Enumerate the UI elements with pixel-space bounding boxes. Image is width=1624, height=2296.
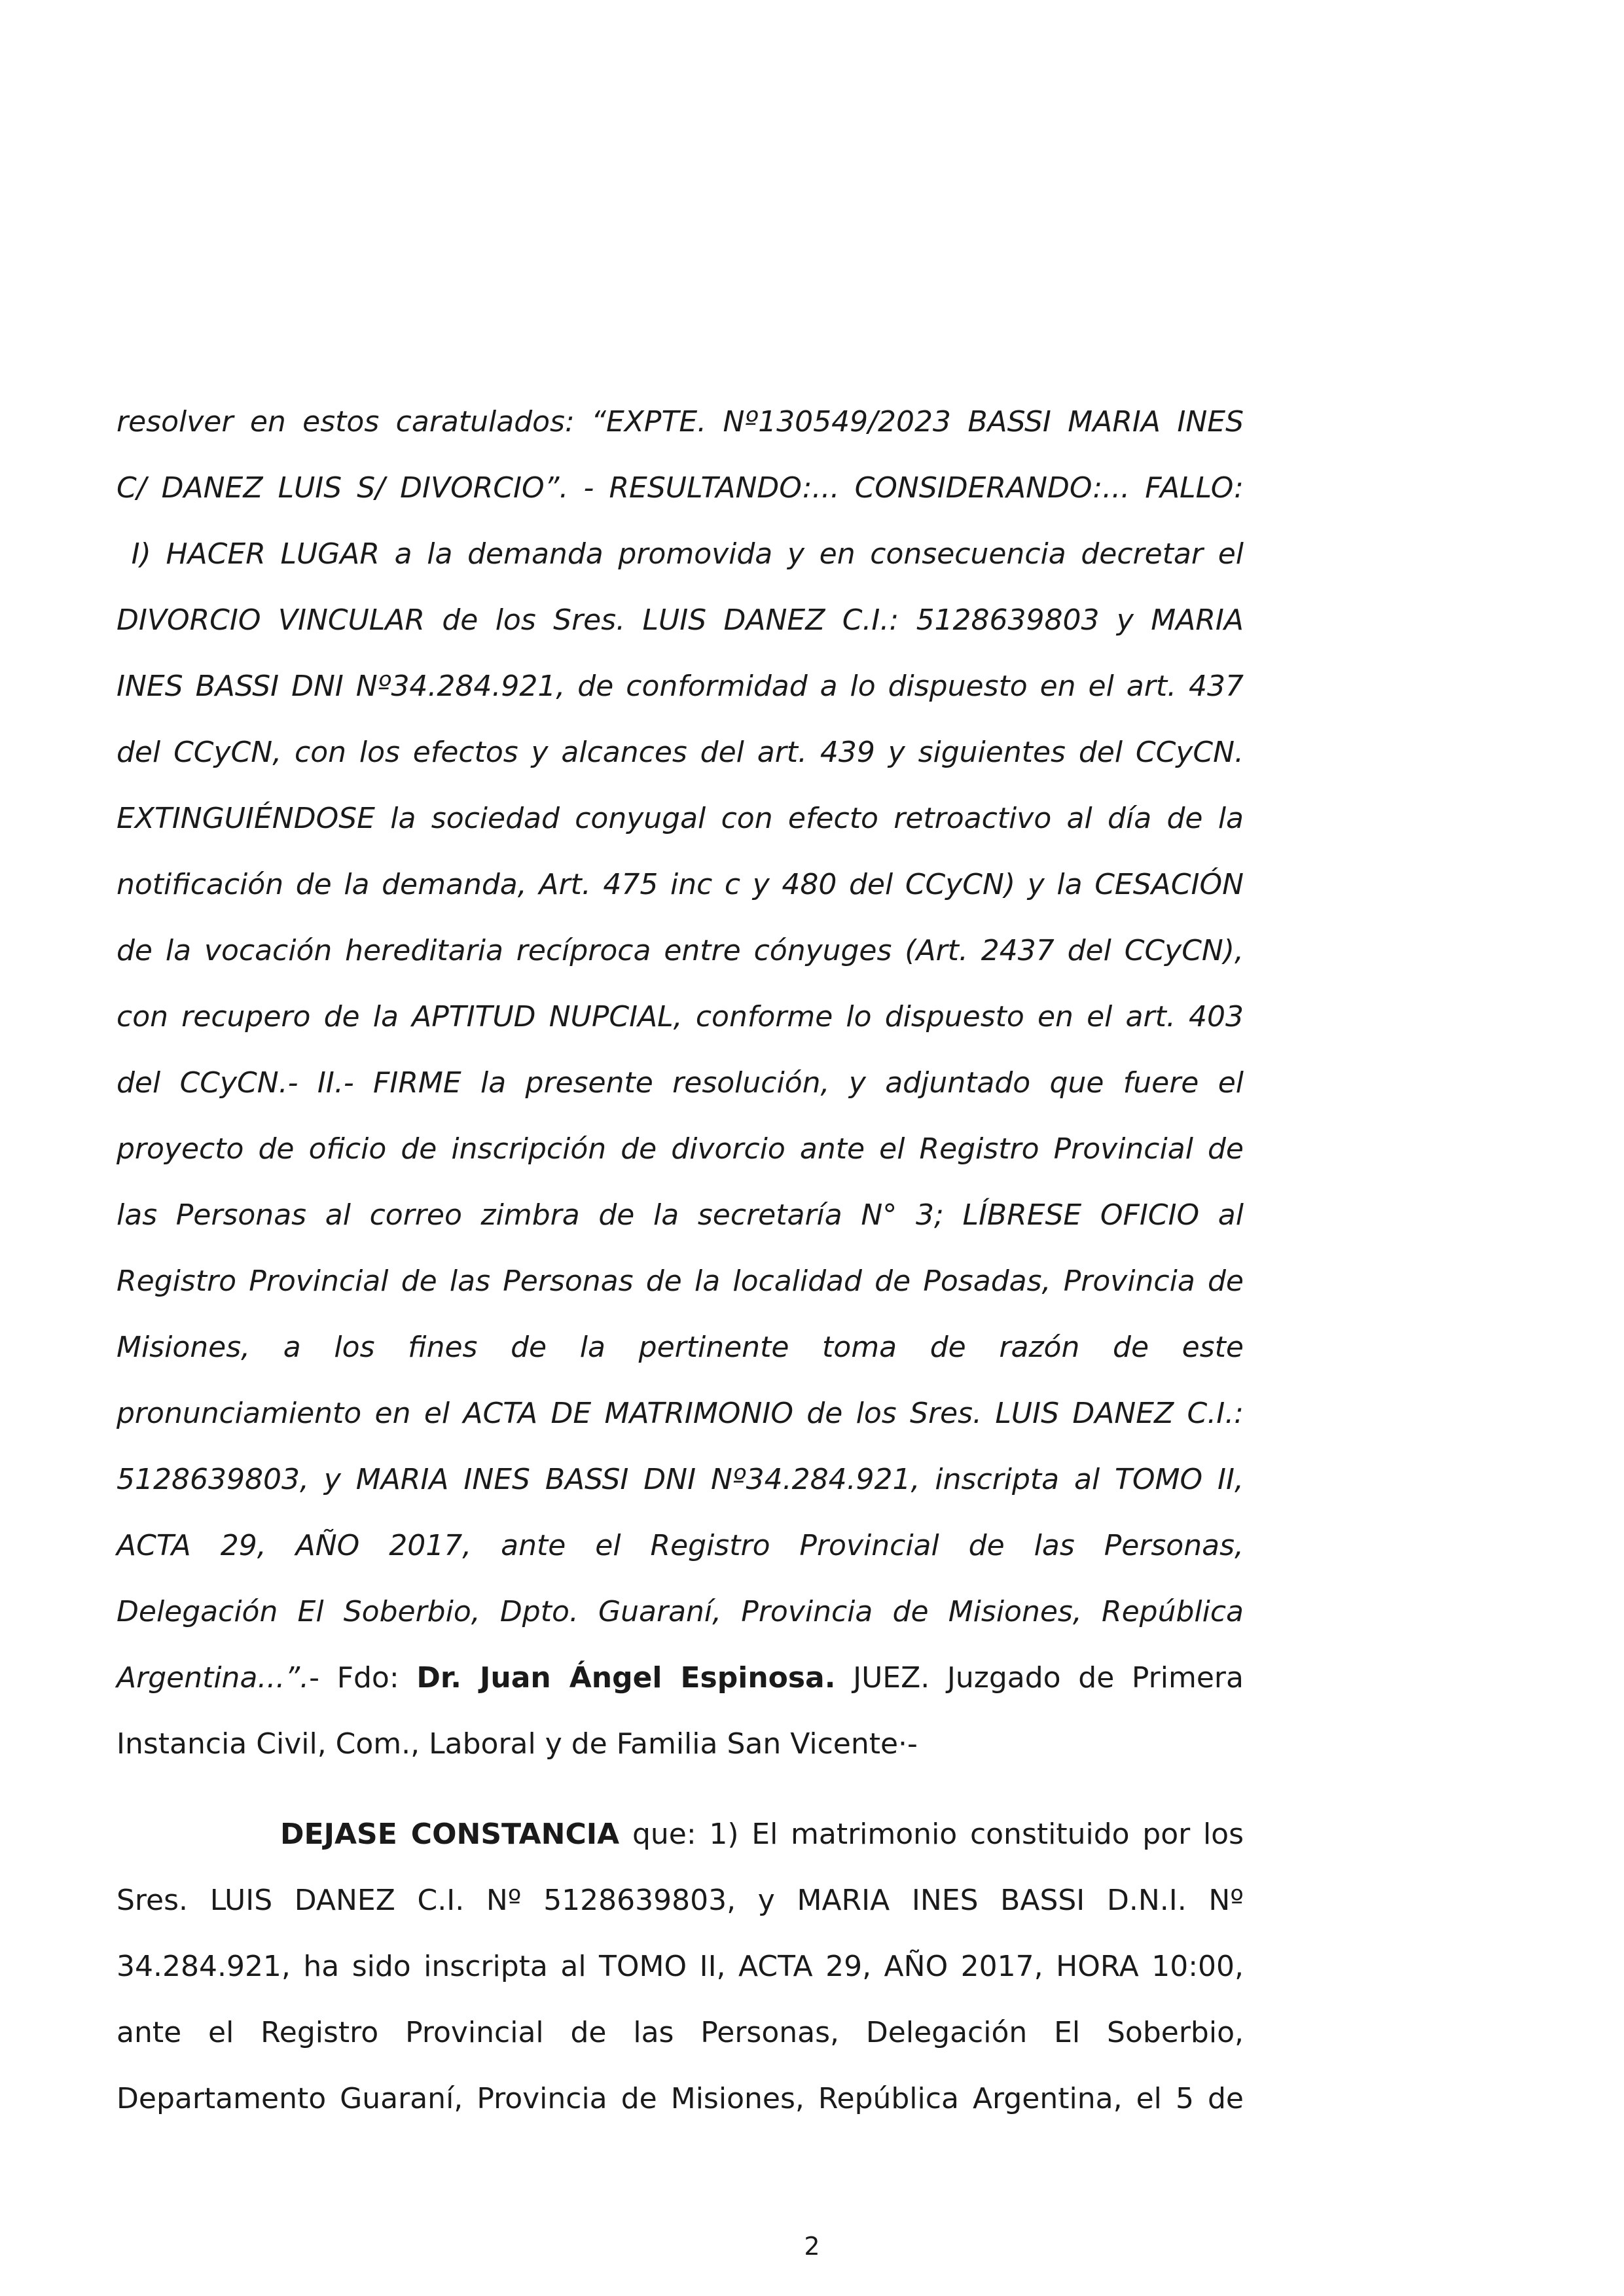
- text-line: que: 1) El matrimonio constituido por los: [619, 1818, 1244, 1851]
- text-line: I) HACER LUGAR a la demanda promovida y en consecuencia decretar el: [117, 537, 1244, 571]
- judge-name: Dr. Juan Ángel Espinosa.: [416, 1661, 836, 1695]
- text-line: ACTA 29, AÑO 2017, ante el Registro Provincial de las Personas,: [117, 1529, 1244, 1562]
- text-line: EXTINGUIÉNDOSE la sociedad conyugal con efecto retroactivo al día de la: [117, 802, 1244, 835]
- constancy-heading: DEJASE CONSTANCIA: [280, 1818, 620, 1851]
- text-line: Delegación El Soberbio, Dpto. Guaraní, Provincia de Misiones, República: [117, 1595, 1244, 1628]
- text-line: DIVORCIO VINCULAR de los Sres. LUIS DANEZ C.I.: 5128639803 y MARIA: [117, 603, 1244, 637]
- text-line: Sres. LUIS DANEZ C.I. Nº 5128639803, y MARIA INES BASSI D.N.I. Nº: [117, 1884, 1244, 1917]
- text-line: Registro Provincial de las Personas de la localidad de Posadas, Provincia de: [117, 1265, 1244, 1298]
- text-line: pronunciamiento en el ACTA DE MATRIMONIO de los Sres. LUIS DANEZ C.I.:: [117, 1397, 1244, 1430]
- text-line: Departamento Guaraní, Provincia de Misiones, República Argentina, el 5 de: [117, 2082, 1244, 2115]
- text-line: 5128639803, y MARIA INES BASSI DNI Nº34.284.921, inscripta al TOMO II,: [117, 1463, 1244, 1496]
- text-line: INES BASSI DNI Nº34.284.921, de conformidad a lo dispuesto en el art. 437: [117, 670, 1244, 703]
- text-line: 34.284.921, ha sido inscripta al TOMO II, ACTA 29, AÑO 2017, HORA 10:00,: [117, 1950, 1244, 1983]
- text-line: C/ DANEZ LUIS S/ DIVORCIO”. - RESULTANDO:... CONSIDERANDO:... FALLO:: [117, 471, 1244, 505]
- text-line: con recupero de la APTITUD NUPCIAL, conforme lo dispuesto en el art. 403: [117, 1000, 1244, 1033]
- ruling-paragraph: [117, 389, 1244, 1777]
- signature-line: [117, 1645, 1244, 1711]
- text-line: notificación de la demanda, Art. 475 inc c y 480 del CCyCN) y la CESACIÓN: [117, 868, 1244, 901]
- text-line: ante el Registro Provincial de las Personas, Delegación El Soberbio,: [117, 2016, 1244, 2049]
- text-line: proyecto de oficio de inscripción de divorcio ante el Registro Provincial de: [117, 1132, 1244, 1166]
- court-text: JUEZ. Juzgado de Primera: [835, 1661, 1244, 1695]
- text-line: del CCyCN, con los efectos y alcances del art. 439 y siguientes del CCyCN.: [117, 736, 1244, 769]
- text-line: de la vocación hereditaria recíproca entre cónyuges (Art. 2437 del CCyCN),: [117, 934, 1244, 967]
- page-number: 2: [804, 2232, 820, 2261]
- text-line: Misiones, a los fines de la pertinente toma de razón de este: [117, 1331, 1244, 1364]
- text-line: resolver en estos caratulados: “EXPTE. Nº130549/2023 BASSI MARIA INES: [117, 405, 1244, 439]
- constancy-first-line: [117, 1801, 1244, 1867]
- text-line: del CCyCN.- II.- FIRME la presente resolución, y adjuntado que fuere el: [117, 1066, 1244, 1100]
- text-line: Instancia Civil, Com., Laboral y de Familia San Vicente·-: [117, 1727, 918, 1761]
- constancy-paragraph: [117, 1801, 1244, 2132]
- text-line: las Personas al correo zimbra de la secretaría N° 3; LÍBRESE OFICIO al: [117, 1198, 1244, 1232]
- signed-by-label: - Fdo:: [309, 1661, 417, 1695]
- closing-quote-text: Argentina...”.: [117, 1661, 310, 1695]
